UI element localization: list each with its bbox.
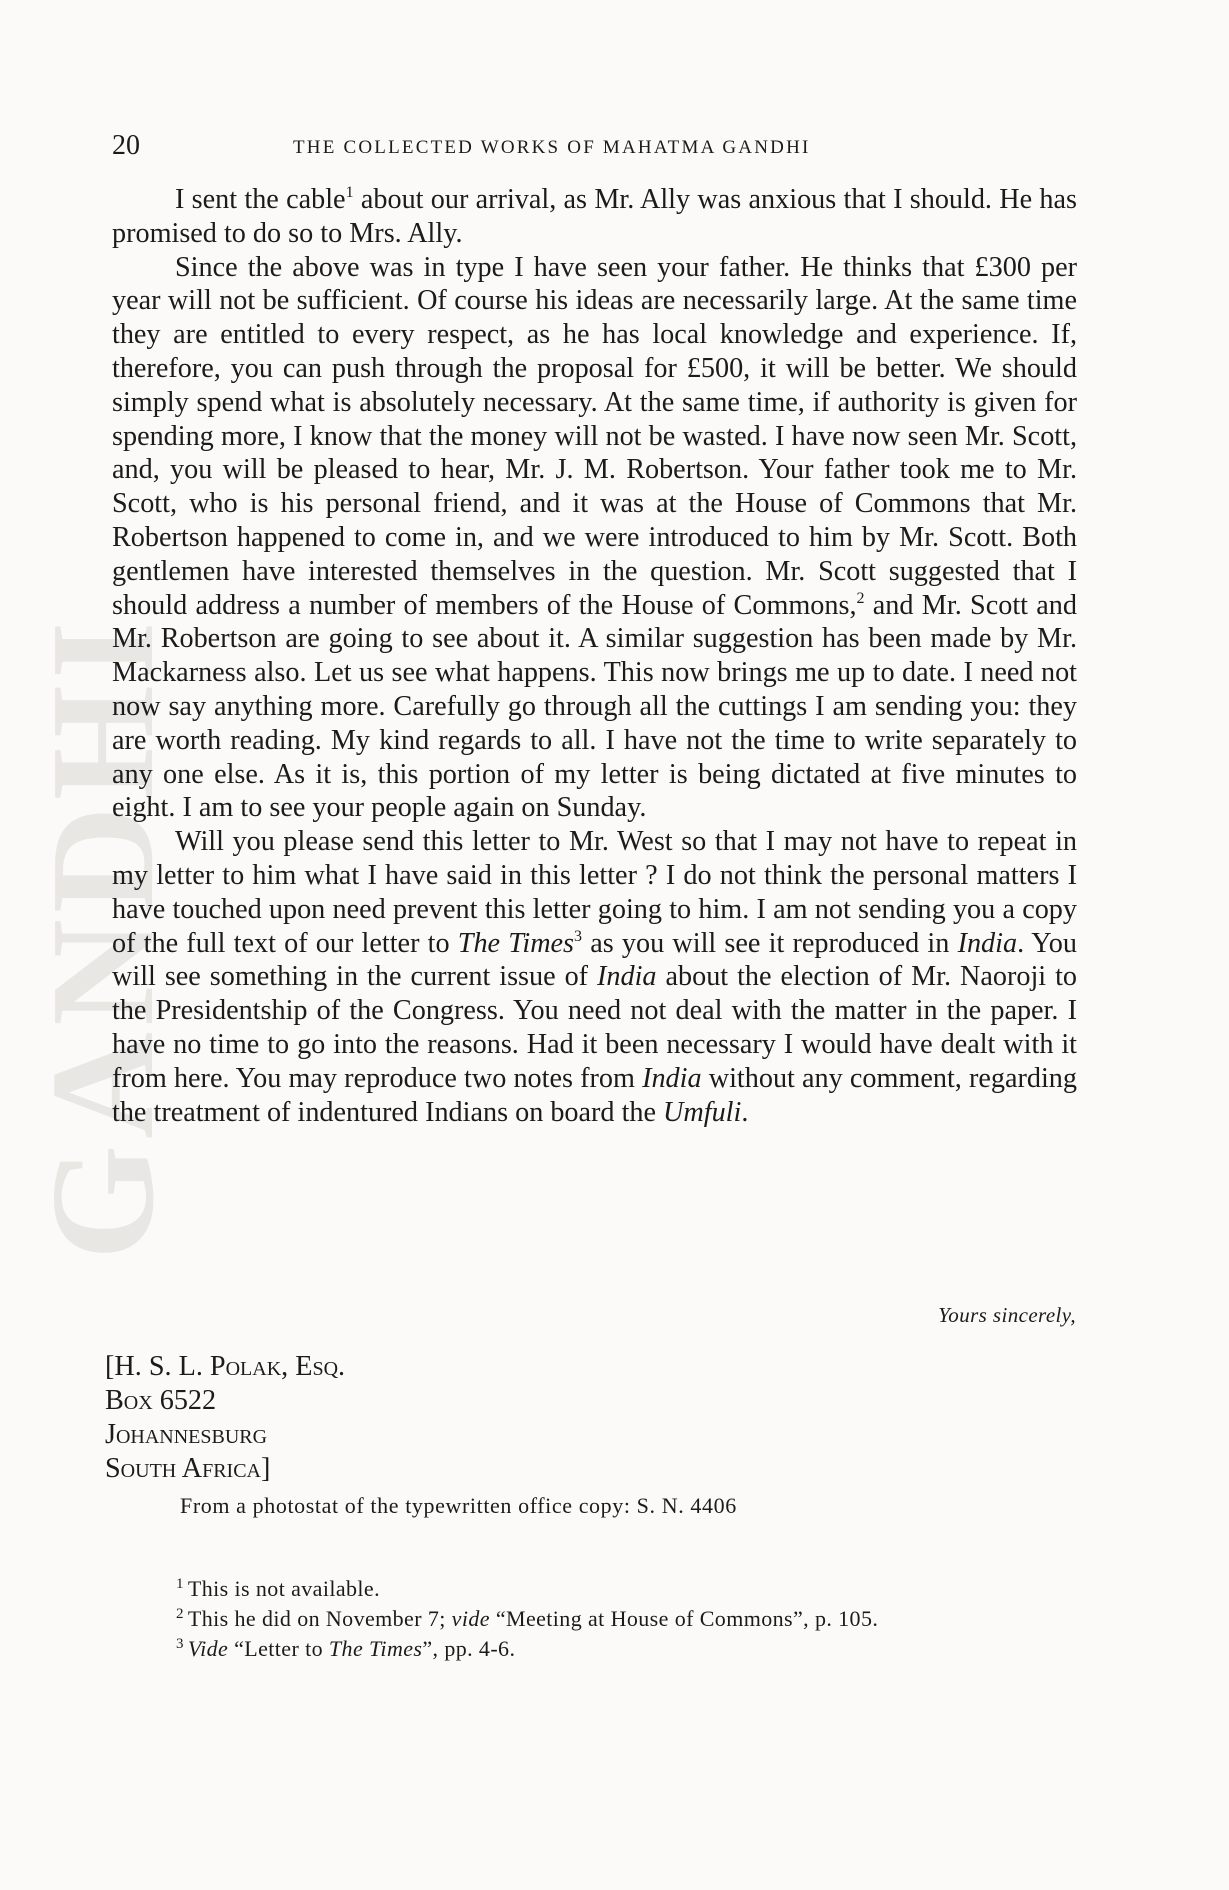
- address-line: [H. S. L. Polak, Esq.: [105, 1351, 346, 1382]
- address-block: [105, 1350, 345, 1486]
- footnote-text: This is not available.: [187, 1576, 381, 1601]
- source-note: From a photostat of the typewritten office copy: S. N. 4406: [180, 1493, 737, 1518]
- closing: Yours sincerely,: [938, 1303, 1076, 1327]
- text-span: about our arrival, as Mr. Ally was anxious that I should. He has promised to do so to Mrs. Ally.: [112, 184, 1078, 249]
- text-span: about the election of Mr. Naoroji to the Presidentship of the Congress. You need not deal with the matter in the paper. I have no time to go into the reasons. Had it been necessary I would have dealt with it from here. You may reproduce two notes from: [112, 961, 1077, 1094]
- publication-title: India: [597, 961, 657, 993]
- footnote-ref-1: 1: [345, 184, 354, 201]
- text-span: .: [741, 1096, 749, 1128]
- text-span: without any comment, regarding the treatment of indentured Indians on board the: [112, 1062, 1077, 1128]
- publication-title: The Times: [457, 927, 575, 959]
- footnote-ref-2: 2: [856, 589, 865, 607]
- running-title: THE COLLECTED WORKS OF MAHATMA GANDHI: [293, 137, 811, 158]
- text-span: Will you please send this letter to Mr. West so that I may not have to repeat in my letter to him what I have said in this letter ? I do not think the personal matters I have touched upon need prevent this letter going to him. I am not sending you a copy of the full text of our letter to: [112, 826, 1077, 959]
- publication-title: India: [957, 927, 1018, 959]
- footnote-mark: 3: [176, 1636, 184, 1652]
- letter-body: [112, 183, 1077, 1129]
- footnote-text: The Times: [328, 1636, 423, 1661]
- footnote-3: [176, 1634, 1076, 1664]
- footnote-text: “Letter to: [228, 1636, 329, 1661]
- text-span: Since the above was in type I have seen your father. He thinks that £300 per year will not be sufficient. Of course his ideas are necessarily large. At the same time they are entitled to every respect, as he has local knowledge and experience. If, therefore, you can push through the proposal for £500, it will be better. We should simply spend what is absolutely necessary. At the same time, if authority is given for spending more, I know that the money will not be wasted. I have now seen Mr. Scott, and, you will be pleased to hear, Mr. J. M. Robertson. Your father took me to Mr. Scott, who is his personal friend, and it was at the House of Commons that Mr. Robertson happened to come in, and we were introduced to him by Mr. Scott. Both gentlemen have interested themselves in the question. Mr. Scott suggested that I should address a number of members of the House of Commons,: [112, 251, 1077, 621]
- address-line: South Africa]: [105, 1453, 271, 1484]
- paragraph-2: [112, 251, 1077, 826]
- publication-title: India: [642, 1062, 702, 1094]
- footnote-text: Vide: [187, 1636, 229, 1661]
- text-span: I sent the cable: [175, 184, 346, 215]
- text-span: . You will see something in the current issue of: [112, 927, 1077, 993]
- paragraph-3: [112, 825, 1077, 1129]
- footnote-text: This he did on November 7;: [187, 1606, 452, 1631]
- ship-name: Umfuli: [663, 1096, 742, 1128]
- watermark: GANDHI: [21, 615, 185, 1260]
- text-span: as you will see it reproduced in: [582, 927, 958, 959]
- paragraph-1: [112, 183, 1077, 251]
- footnote-ref-3: 3: [574, 927, 583, 945]
- footnote-2: [176, 1604, 1076, 1634]
- footnote-text: “Meeting at House of Commons”, p. 105.: [489, 1606, 879, 1631]
- footnote-text: ”, pp. 4-6.: [422, 1636, 516, 1661]
- text-span: and Mr. Scott and Mr. Robertson are going to see about it. A similar suggestion has been made by Mr. Mackarness also. Let us see what happens. This now brings me up to date. I need not now say anything more. Carefully go through all the cuttings I am sending you: they are worth reading. My kind regards to all. I have not the time to write separately to any one else. As it is, this portion of my letter is being dictated at five minutes to eight. I am to see your people again on Sunday.: [112, 589, 1077, 824]
- footnotes: [176, 1574, 1076, 1664]
- footnote-mark: 2: [176, 1606, 184, 1622]
- footnote-1: [176, 1574, 1076, 1604]
- address-line: Johannesburg: [105, 1419, 268, 1450]
- footnote-text: vide: [451, 1606, 490, 1631]
- footnote-mark: 1: [176, 1576, 184, 1592]
- address-line: Box 6522: [105, 1385, 217, 1416]
- page-number: 20: [112, 130, 140, 161]
